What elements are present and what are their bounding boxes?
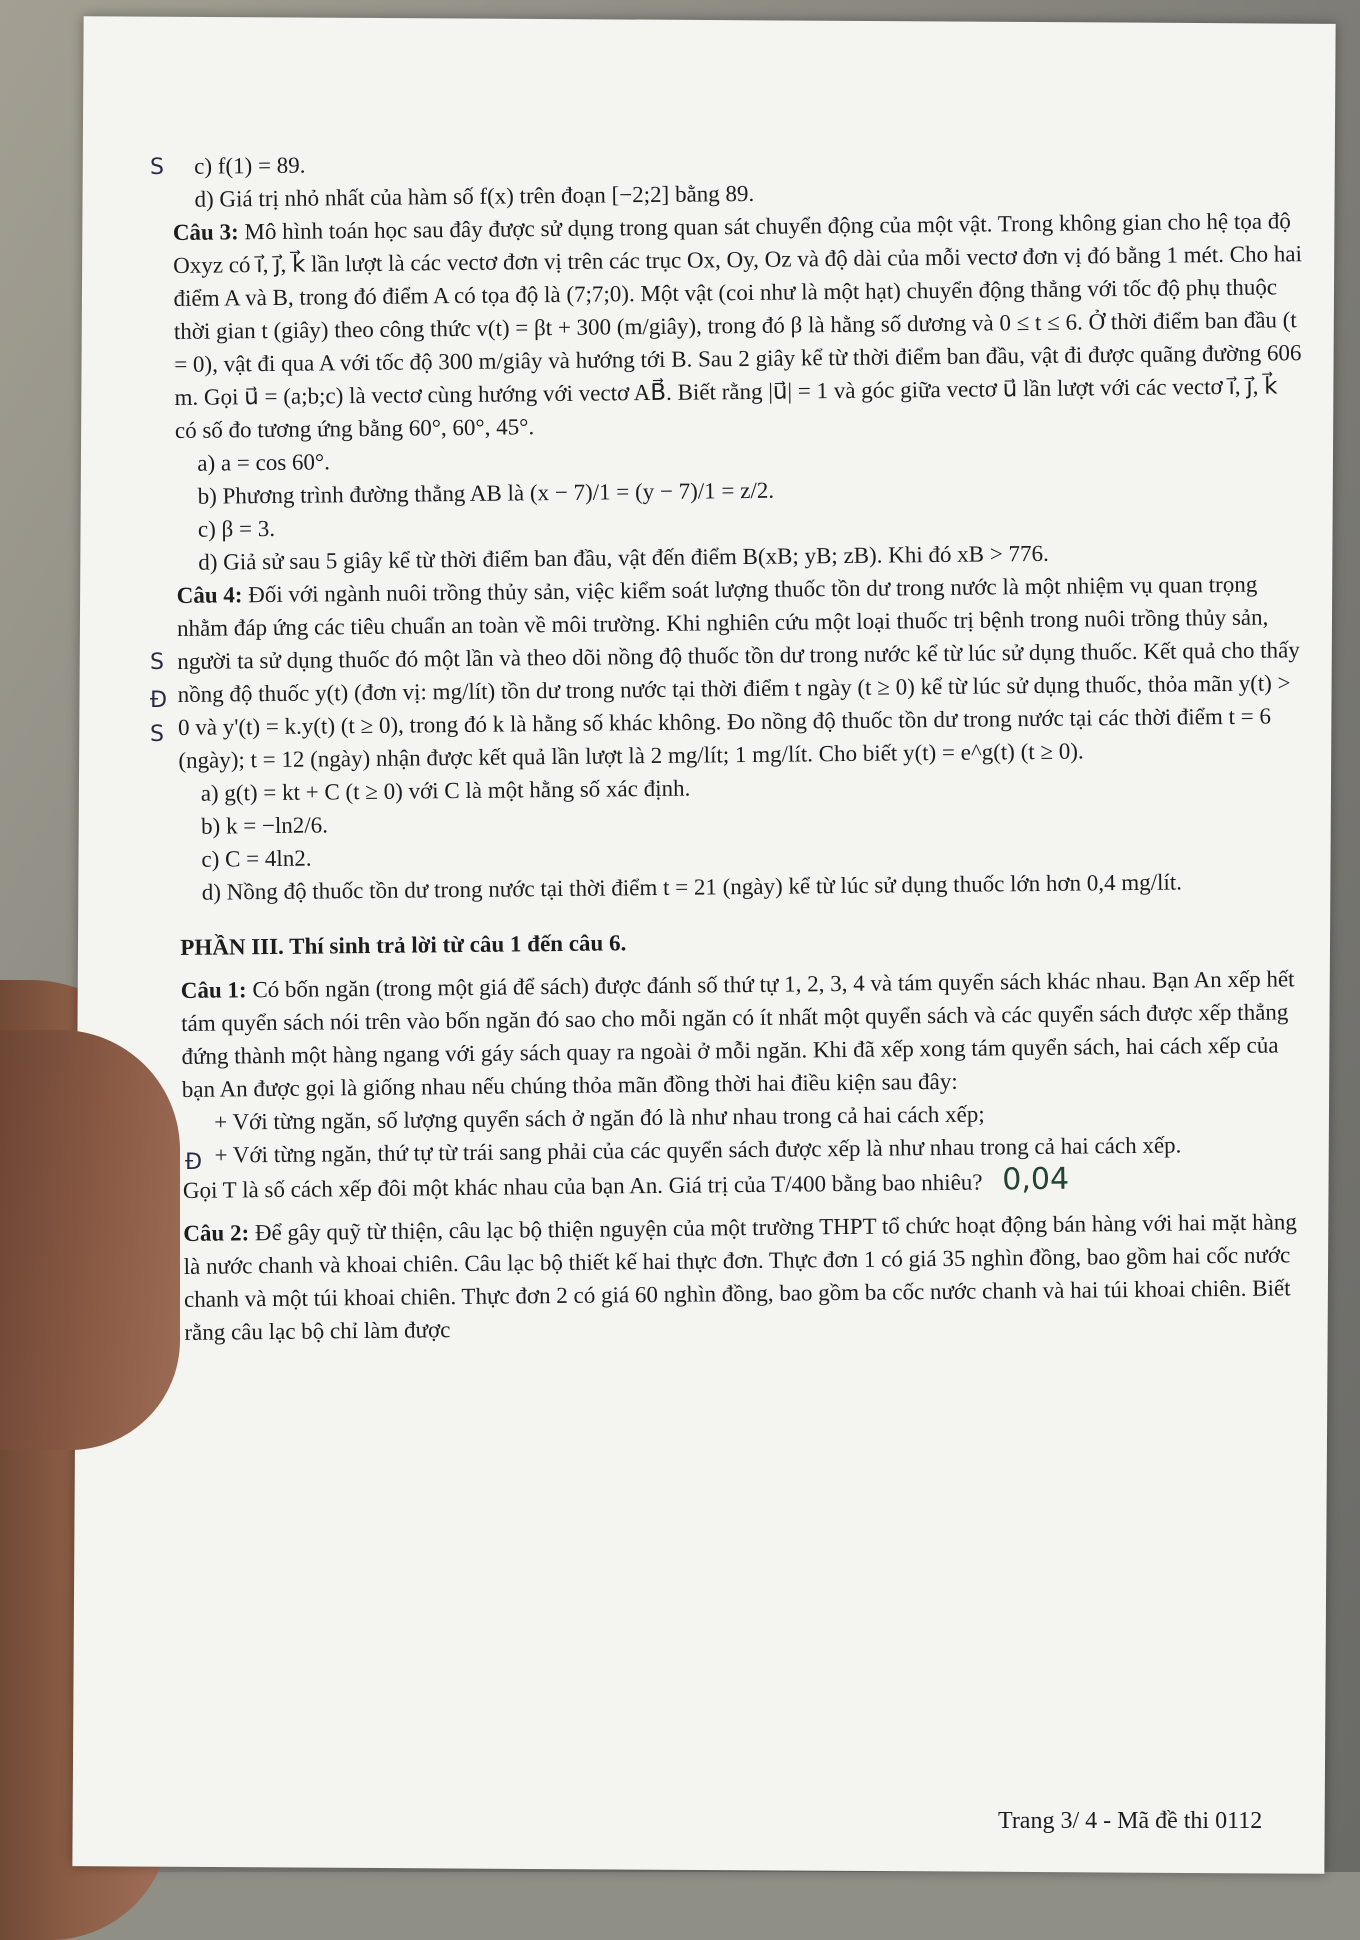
q4-option-a: a) g(t) = kt + C (t ≥ 0) với C là một hằng số xác định. [200, 775, 691, 806]
mark-d-q4c: Đ [185, 1150, 203, 1175]
q4-option-c: c) C = 4ln2. [201, 845, 312, 872]
part3-title: PHẦN III. Thí sinh trả lời từ câu 1 đến câu 6. [180, 930, 627, 960]
p3-q1-label: Câu 1: [180, 977, 247, 1003]
q4-option-b: b) k = −ln2/6. [200, 812, 329, 839]
q3-text: Mô hình toán học sau đây được sử dụng trong quan sát chuyển động của một vật. Trong không gian cho hệ tọa độ Oxyz có i⃗, j⃗, k⃗ lần lượt là các vectơ đơn vị trên các trục Ox, Oy, Oz và độ dài của mỗi vectơ đơn vị đó bằng 1 mét. Cho hai điểm A và B, trong đó điểm A có tọa độ là (7;7;0). Một vật (coi như là một hạt) chuyển động thẳng với tốc độ phụ thuộc thời gian t (giây) theo công thức v(t) = βt + 300 (m/giây), trong đó β là hằng số dương và 0 ≤ t ≤ 6. Ở thời điểm ban đầu (t = 0), vật đi qua A với tốc độ 300 m/giây và hướng tới B. Sau 2 giây kể từ thời điểm ban đầu, vật đi được quãng đường 606 m. Gọi u⃗ = (a;b;c) là vectơ cùng hướng với vectơ AB⃗. Biết rằng |u⃗| = 1 và góc giữa vectơ u⃗ lần lượt với các vectơ i⃗, j⃗, k⃗ có số đo tương ứng bằng 60°, 60°, 45°. [173, 208, 1303, 443]
mark-s-q3d: S [150, 722, 164, 747]
q2-option-d: d) Giá trị nhỏ nhất của hàm số f(x) trên đoạn [−2;2] bằng 89. [194, 180, 755, 212]
p3-q2-stem [183, 1205, 1314, 1349]
p3-q1-ask: Gọi T là số cách xếp đôi một khác nhau của bạn An. Giá trị của T/400 bằng bao nhiêu? [182, 1169, 983, 1203]
p3-q1-stem [181, 962, 1312, 1106]
q4-text: Đối với ngành nuôi trồng thủy sản, việc kiểm soát lượng thuốc tồn dư trong nước là một nhiệm vụ quan trọng nhằm đáp ứng các tiêu chuẩn an toàn về môi trường. Khi nghiên cứu một loại thuốc trị bệnh trong nuôi trồng thủy sản, người ta sử dụng thuốc đó một lần và theo dõi nồng độ thuốc tồn dư trong nước kể từ lúc sử dụng thuốc. Kết quả cho thấy nồng độ thuốc y(t) (đơn vị: mg/lít) tồn dư trong nước tại thời điểm t ngày (t ≥ 0) kể từ lúc sử dụng thuốc, thỏa mãn y(t) > 0 và y'(t) = k.y(t) (t ≥ 0), trong đó k là hằng số khác không. Đo nồng độ thuốc tồn dư trong nước tại các thời điểm t = 6 (ngày); t = 12 (ngày) nhận được kết quả lần lượt là 2 mg/lít; 1 mg/lít. Cho biết y(t) = e^g(t) (t ≥ 0). [176, 571, 1300, 773]
page-footer: Trang 3/ 4 - Mã đề thi 0112 [998, 1808, 1263, 1834]
p3-q2-text: Để gây quỹ từ thiện, câu lạc bộ thiện nguyện của một trường THPT tổ chức hoạt động bán hàng với hai mặt hàng là nước chanh và khoai chiên. Câu lạc bộ thiết kế hai thực đơn. Thực đơn 1 có giá 35 nghìn đồng, bao gồm hai cốc nước chanh và một túi khoai chiên. Thực đơn 2 có giá 60 nghìn đồng, bao gồm ba cốc nước chanh và hai túi khoai chiên. Biết rằng câu lạc bộ chỉ làm được [183, 1209, 1297, 1345]
p3-q1-text: Có bốn ngăn (trong một giá để sách) được đánh số thứ tự 1, 2, 3, 4 và tám quyển sách khác nhau. Bạn An xếp hết tám quyển sách nói trên vào bốn ngăn đó sao cho mỗi ngăn có ít nhất một quyển sách và các quyển sách được xếp thẳng đứng thành một hàng ngang với gáy sách quay ra ngoài ở mỗi ngăn. Khi đã xếp xong tám quyển sách, hai cách xếp của bạn An được gọi là giống nhau nếu chúng thỏa mãn đồng thời hai điều kiện sau đây: [181, 966, 1295, 1102]
mark-s-q2c: S [150, 155, 164, 180]
q3-option-c: c) β = 3. [197, 515, 276, 542]
handwritten-answer: 0,04 [1002, 1161, 1070, 1198]
mark-s-q3b: S [150, 650, 164, 675]
q3-option-d: d) Giả sử sau 5 giây kể từ thời điểm ban đầu, vật đến điểm B(xB; yB; zB). Khi đó xB > 776. [198, 540, 1049, 575]
p3-q2-label: Câu 2: [183, 1220, 250, 1246]
q4-stem [176, 567, 1308, 777]
q3-stem [173, 204, 1305, 447]
q4-label: Câu 4: [176, 582, 243, 608]
q3-label: Câu 3: [172, 219, 239, 245]
q2-option-c: c) f(1) = 89. [194, 152, 306, 179]
exam-content [172, 138, 1314, 1349]
p3-q1-condition-1: + Với từng ngăn, số lượng quyển sách ở ngăn đó là như nhau trong cả hai cách xếp; [214, 1101, 985, 1135]
p3-q1-condition-2: + Với từng ngăn, thứ tự từ trái sang phải của các quyển sách được xếp là như nhau trong cả hai cách xếp. [214, 1132, 1182, 1168]
q4-option-d: d) Nồng độ thuốc tồn dư trong nước tại thời điểm t = 21 (ngày) kể từ lúc sử dụng thuốc lớn hơn 0,4 mg/lít. [201, 869, 1183, 905]
mark-d-q3c: Đ [150, 688, 168, 713]
q3-option-a: a) a = cos 60°. [197, 449, 331, 476]
q3-option-b: b) Phương trình đường thẳng AB là (x − 7)/1 = (y − 7)/1 = z/2. [197, 477, 775, 509]
thumb [0, 1030, 180, 1450]
